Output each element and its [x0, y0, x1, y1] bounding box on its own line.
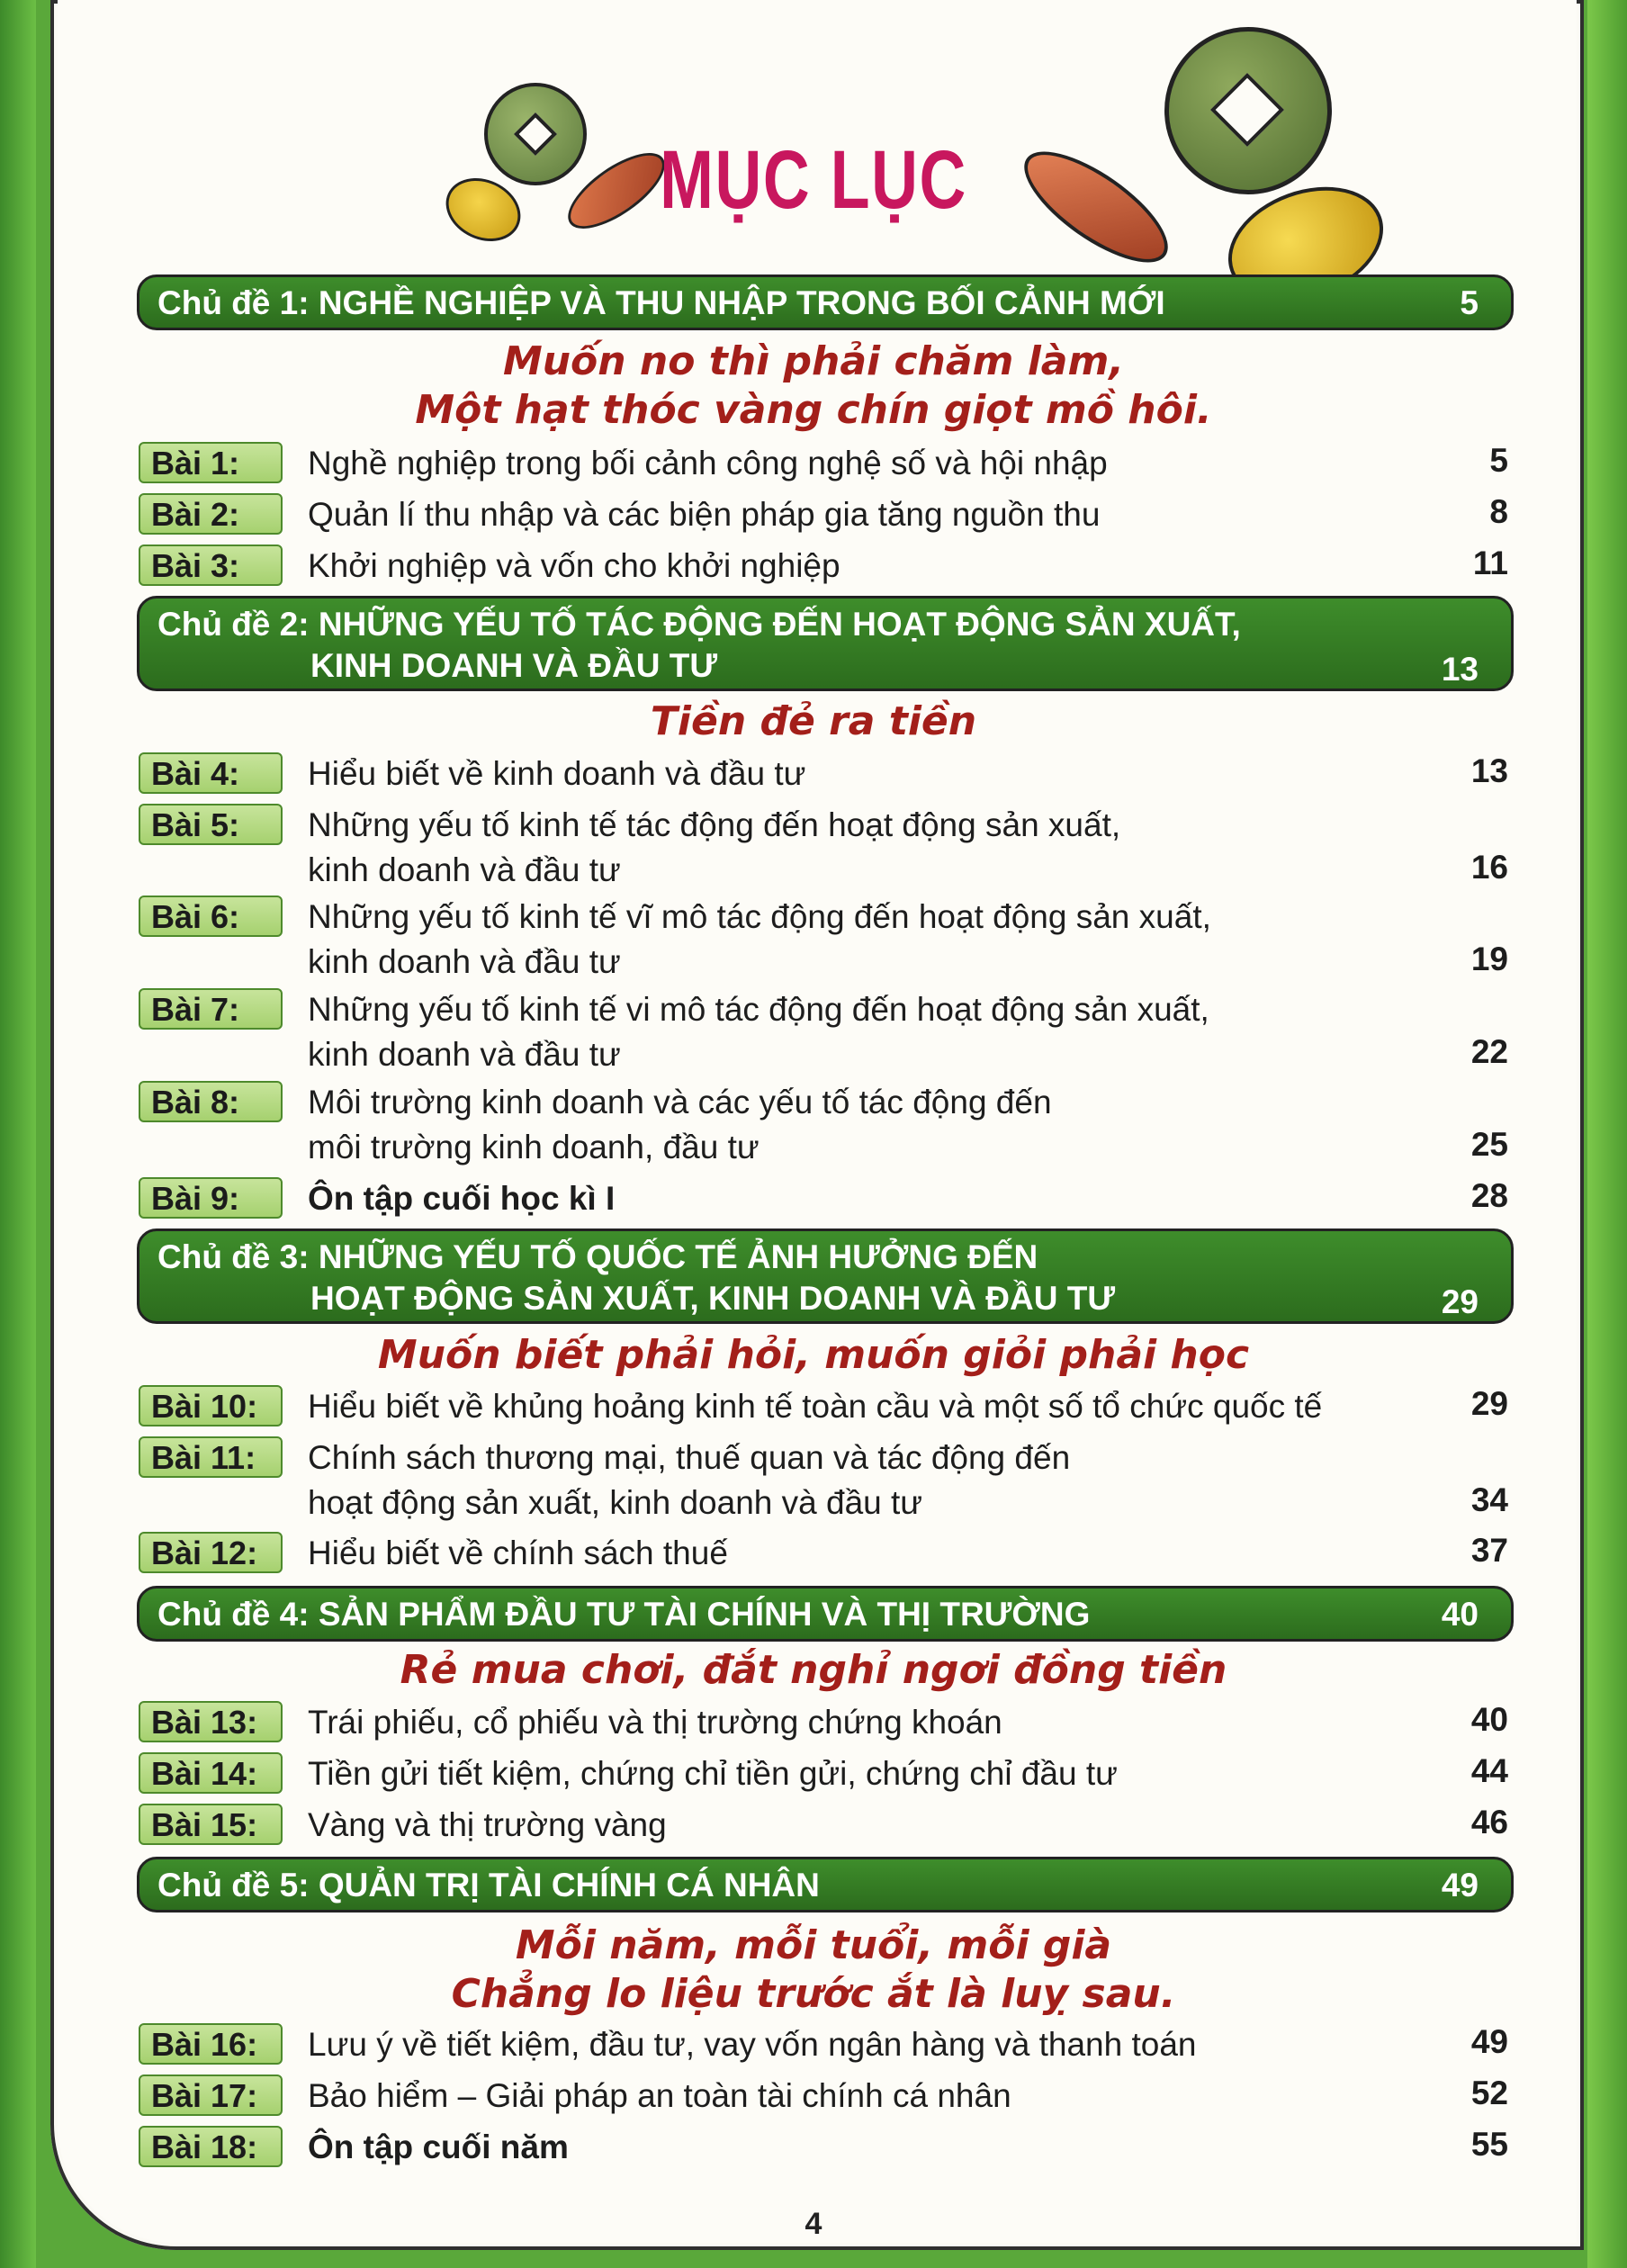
lesson-label: Bài 14:	[139, 1752, 283, 1794]
lesson-title: Ôn tập cuối năm	[308, 2128, 569, 2165]
topic-3-header	[137, 1228, 1514, 1324]
motto-3: Muốn biết phải hỏi, muốn giỏi phải học	[377, 1332, 1250, 1378]
lesson-title: Những yếu tố kinh tế vi mô tác động đến hoạt động sản xuất,	[308, 991, 1209, 1028]
lesson-row	[135, 2124, 1512, 2178]
lesson-label: Bài 6:	[139, 896, 283, 937]
lesson-label: Bài 5:	[139, 804, 283, 845]
lesson-label: Bài 3:	[139, 544, 283, 586]
lesson-title: Hiểu biết về kinh doanh và đầu tư	[308, 755, 806, 792]
lesson-title-line2: kinh doanh và đầu tư	[308, 1036, 621, 1073]
lesson-title: Trái phiếu, cổ phiếu và thị trường chứng khoán	[308, 1704, 1002, 1741]
lesson-row	[135, 491, 1512, 545]
lesson-label: Bài 18:	[139, 2126, 283, 2167]
lesson-page: 11	[1472, 544, 1508, 581]
lesson-page: 49	[1470, 2023, 1508, 2060]
motto-1a: Muốn no thì phải chăm làm,	[502, 338, 1125, 384]
topic-2-header	[137, 596, 1514, 691]
lesson-label: Bài 2:	[139, 493, 283, 535]
topic-1-page: 5	[1460, 284, 1479, 321]
lesson-page: 44	[1470, 1752, 1508, 1789]
lesson-label: Bài 1:	[139, 442, 283, 483]
lesson-label: Bài 13:	[139, 1701, 283, 1742]
lesson-page: 16	[1470, 849, 1508, 886]
topic-4-page: 40	[1441, 1596, 1479, 1633]
lesson-label: Bài 9:	[139, 1177, 283, 1219]
lesson-row	[135, 2021, 1512, 2075]
motto-5b: Chẳng lo liệu trước ắt là luỵ sau.	[451, 1971, 1176, 2017]
lesson-label: Bài 12:	[139, 1532, 283, 1573]
lesson-page: 40	[1470, 1701, 1508, 1738]
topic-3-page: 29	[1441, 1283, 1479, 1320]
lesson-title: Quản lí thu nhập và các biện pháp gia tăng nguồn thu	[308, 496, 1101, 533]
lesson-title: Những yếu tố kinh tế tác động đến hoạt động sản xuất,	[308, 806, 1121, 843]
lesson-page: 5	[1489, 442, 1508, 479]
lesson-row	[135, 1750, 1512, 1804]
lesson-row	[135, 1699, 1512, 1753]
topic-5-page: 49	[1441, 1867, 1479, 1904]
lesson-page: 25	[1470, 1126, 1508, 1163]
topic-5-title: Chủ đề 5: QUẢN TRỊ TÀI CHÍNH CÁ NHÂN	[157, 1867, 820, 1904]
lesson-label: Bài 11:	[139, 1436, 283, 1478]
lesson-row	[135, 2073, 1512, 2127]
lesson-label: Bài 16:	[139, 2023, 283, 2065]
lesson-label: Bài 8:	[139, 1081, 283, 1122]
topic-5-header	[137, 1857, 1514, 1912]
lesson-label: Bài 4:	[139, 752, 283, 794]
lesson-page: 29	[1470, 1385, 1508, 1422]
lesson-title: Ôn tập cuối học kì I	[308, 1180, 616, 1217]
motto-1b: Một hạt thóc vàng chín giọt mồ hôi.	[415, 387, 1212, 433]
lesson-label: Bài 17:	[139, 2074, 283, 2116]
lesson-title: Lưu ý về tiết kiệm, đầu tư, vay vốn ngân hàng và thanh toán	[308, 2026, 1197, 2063]
lesson-title: Hiểu biết về chính sách thuế	[308, 1534, 728, 1571]
topic-3-title-line1: Chủ đề 3: NHỮNG YẾU TỐ QUỐC TẾ ẢNH HƯỞNG ĐẾN	[157, 1238, 1038, 1275]
lesson-row	[135, 1175, 1512, 1229]
lesson-title: Bảo hiểm – Giải pháp an toàn tài chính cá nhân	[308, 2077, 1011, 2114]
topic-4-header	[137, 1586, 1514, 1642]
lesson-title-line2: kinh doanh và đầu tư	[308, 851, 621, 888]
lesson-page: 8	[1489, 493, 1508, 530]
motto-4: Rẻ mua chơi, đắt nghỉ ngơi đồng tiền	[400, 1647, 1227, 1693]
topic-3-title-line2: HOẠT ĐỘNG SẢN XUẤT, KINH DOANH VÀ ĐẦU TƯ	[310, 1280, 1116, 1317]
topic-1-header	[137, 274, 1514, 330]
lesson-page: 28	[1470, 1177, 1508, 1214]
topic-2-title-line2: KINH DOANH VÀ ĐẦU TƯ	[310, 647, 718, 684]
motto-2: Tiền đẻ ra tiền	[650, 698, 977, 744]
lesson-row	[135, 1802, 1512, 1856]
topic-2-page: 13	[1441, 651, 1479, 688]
lesson-label: Bài 15:	[139, 1804, 283, 1845]
lesson-label: Bài 10:	[139, 1385, 283, 1426]
lesson-row	[135, 440, 1512, 494]
page-title: MỤC LỤC	[660, 134, 967, 226]
lesson-title: Chính sách thương mại, thuế quan và tác động đến	[308, 1439, 1071, 1476]
lesson-label: Bài 7:	[139, 988, 283, 1030]
lesson-title: Những yếu tố kinh tế vĩ mô tác động đến hoạt động sản xuất,	[308, 898, 1211, 935]
lesson-page: 37	[1470, 1532, 1508, 1569]
lesson-title: Vàng và thị trường vàng	[308, 1806, 667, 1843]
lesson-row	[135, 1383, 1512, 1437]
lesson-page: 13	[1470, 752, 1508, 789]
lesson-row	[135, 751, 1512, 805]
lesson-page: 52	[1470, 2074, 1508, 2111]
lesson-row	[135, 1079, 1512, 1178]
page-number: 4	[805, 2207, 822, 2241]
lesson-row	[135, 543, 1512, 597]
lesson-title-line2: kinh doanh và đầu tư	[308, 943, 621, 980]
lesson-page: 22	[1470, 1033, 1508, 1070]
lesson-title: Khởi nghiệp và vốn cho khởi nghiệp	[308, 547, 840, 584]
motto-5a: Mỗi năm, mỗi tuổi, mỗi già	[515, 1922, 1112, 1968]
lesson-page: 46	[1470, 1804, 1508, 1840]
topic-2-title-line1: Chủ đề 2: NHỮNG YẾU TỐ TÁC ĐỘNG ĐẾN HOẠT ĐỘNG SẢN XUẤT,	[157, 606, 1241, 643]
lesson-page: 19	[1470, 940, 1508, 977]
lesson-title-line2: hoạt động sản xuất, kinh doanh và đầu tư	[308, 1484, 923, 1521]
lesson-page: 55	[1470, 2126, 1508, 2163]
lesson-row	[135, 986, 1512, 1085]
lesson-title-line2: môi trường kinh doanh, đầu tư	[308, 1129, 760, 1166]
lesson-title: Hiểu biết về khủng hoảng kinh tế toàn cầu và một số tổ chức quốc tế	[308, 1388, 1323, 1425]
lesson-title: Môi trường kinh doanh và các yếu tố tác động đến	[308, 1084, 1052, 1120]
lesson-row	[135, 1435, 1512, 1534]
lesson-row	[135, 894, 1512, 993]
topic-1-title: Chủ đề 1: NGHỀ NGHIỆP VÀ THU NHẬP TRONG BỐI CẢNH MỚI	[157, 284, 1165, 321]
lesson-title: Nghề nghiệp trong bối cảnh công nghệ số và hội nhập	[308, 445, 1108, 482]
topic-4-title: Chủ đề 4: SẢN PHẨM ĐẦU TƯ TÀI CHÍNH VÀ THỊ TRƯỜNG	[157, 1596, 1091, 1633]
lesson-page: 34	[1470, 1481, 1508, 1518]
lesson-row	[135, 1530, 1512, 1584]
lesson-title: Tiền gửi tiết kiệm, chứng chỉ tiền gửi, chứng chỉ đầu tư	[308, 1755, 1118, 1792]
lesson-row	[135, 802, 1512, 901]
